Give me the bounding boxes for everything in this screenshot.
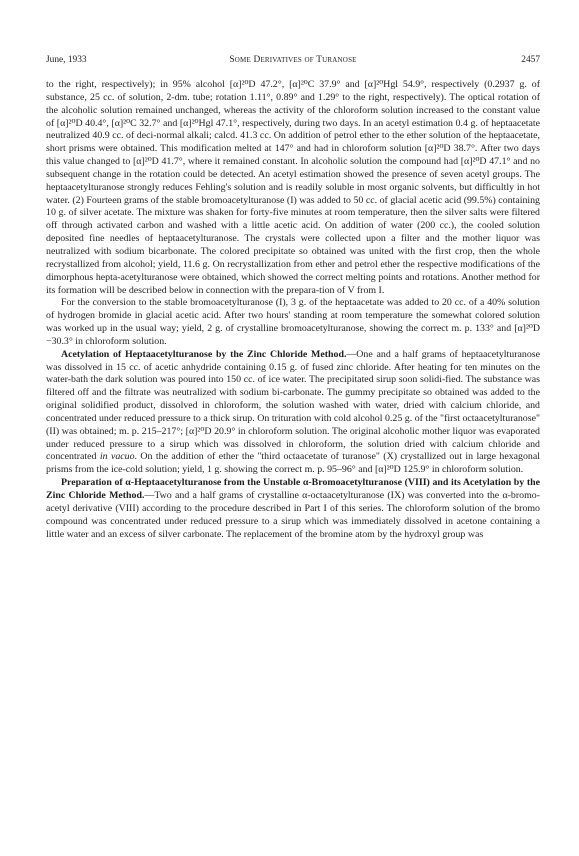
italic-text: in vacuo [99,451,135,463]
paragraph-text: to the right, respectively); in 95% alcohol [α]²⁰D 47.2°, [α]²⁰C 37.9° and [α]²⁰Hgl 54.9°, respectively (0.2937 g. of substance, 25 cc. of solution, 2-dm. tube; rotation 1.11°, 0.89° and 1.29° to the right, respectively). The optical rotation of the alcoholic solution remained unchanged, whereas the activity of the chloroform solution increased to the constant value of [α]²⁰D 40.4°, [α]²⁰C 32.7° and [α]²⁰Hgl 47.1°, respectively, during two days. In an acetyl estimation 0.4 g. of heptaacetate neutralized 40.9 cc. of deci-normal alkali; calcd. 41.3 cc. On addition of petrol ether to the ether solution of the heptaacetate, short prisms were obtained. This modification melted at 147° and had in chloroform solution [α]²⁰D 38.7°. After two days this value changed to [α]²⁰D 41.7°, where it remained constant. In alcoholic solution the compound had [α]²⁰D 47.1° and no subsequent change in the rotation could be detected. An acetyl estimation showed the presence of seven acetyl groups. The heptaacetylturanose strongly reduces Fehling's solution and is readily soluble in most organic solvents, but difficultly in hot water. (2) Fourteen grams of the stable bromoacetylturanose (I) was added to 50 cc. of glacial acetic acid (99.5%) containing 10 g. of silver acetate. The mixture was shaken for forty-five minutes at room temperature, then the silver salts were filtered off through activated carbon and washed with a little acetic acid. On addition of water (200 cc.), the cooled solution deposited fine needles of heptaacetylturanose. The crystals were collected upon a filter and the mother liquor was neutralized with sodium bicarbonate. The colored precipitate so obtained was united with the first crop, then the whole recrystallized from alcohol; yield, 11.6 g. On recrystallization from ether and petrol ether the respective modifications of the dimorphous hepta-acetylturanose were obtained, which showed the correct melting points and rotations. Another method for its formation will be described below in connection with the prepara-tion of V from I. [46,79,540,296]
paragraph [46,477,540,541]
paragraph [46,79,540,297]
section-heading: Preparation of α-Heptaacetylturanose from the Unstable α-Bromoacetylturanose (VIII) and its Acetylation by the Zinc Chloride Method. [46,477,540,501]
paragraph [46,349,540,477]
paragraph-text: —One and a half grams of heptaacetylturanose was dissolved in 15 cc. of acetic anhydride containing 0.15 g. of fused zinc chloride. After heating for ten minutes on the water-bath the dark solution was poured into 150 cc. of ice water. The precipitated sirup soon solidi-fied. The substance was filtered off and the filtrate was neutralized with sodium bi-carbonate. The gummy precipitate so obtained was added to the original solidified product, dissolved in chloroform, the solution washed with water, dried with calcium chloride, and concentrated under reduced pressure to a thick sirup. On trituration with cold alcohol 0.25 g. of the "first octaacetylturanose" (II) was obtained; m. p. 215–217°; [α]²⁰D 20.9° in chloroform solution. The original alcoholic mother liquor was evaporated under reduced pressure to a sirup which was dissolved in chloroform, the solution dried with calcium chloride and concentrated [46,348,540,463]
paragraph-text: . On the addition of ether the "third octaacetate of turanose" (X) crystallized out in large hexagonal prisms from the ice-cold solution; yield, 1 g. showing the correct m. p. 95–96° and [α]²⁰D 125.9° in chloroform solution. [46,451,540,476]
page-number: 2457 [521,55,540,65]
section-heading: Acetylation of Heptaacetylturanose by the Zinc Chloride Method. [61,348,347,360]
paragraph-text: For the conversion to the stable bromoacetylturanose (I), 3 g. of the heptaacetate was added to 20 cc. of a 40% solution of hydrogen bromide in glacial acetic acid. After two hours' standing at room temperature the somewhat colored solution was worked up in the usual way; yield, 2 g. of crystalline bromoacetylturanose, showing the correct m. p. 133° and [α]²⁰D −30.3° in chloroform solution. [46,297,540,347]
paragraph-text: —Two and a half grams of crystalline α-octaacetylturanose (IX) was converted into the α-bromo-acetyl derivative (VIII) according to the procedure described in Part I of this series. The chloroform solution of the bromo compound was concentrated under reduced pressure to a sirup which was immediately dissolved in acetone containing a little water and an excess of silver carbonate. The replacement of the bromine atom by the hydroxyl group was [46,490,540,540]
header-title: Some Derivatives of Turanose [229,55,357,65]
body-text [46,79,540,541]
running-header [46,54,540,66]
paragraph [46,297,540,348]
header-date: June, 1933 [46,55,87,65]
